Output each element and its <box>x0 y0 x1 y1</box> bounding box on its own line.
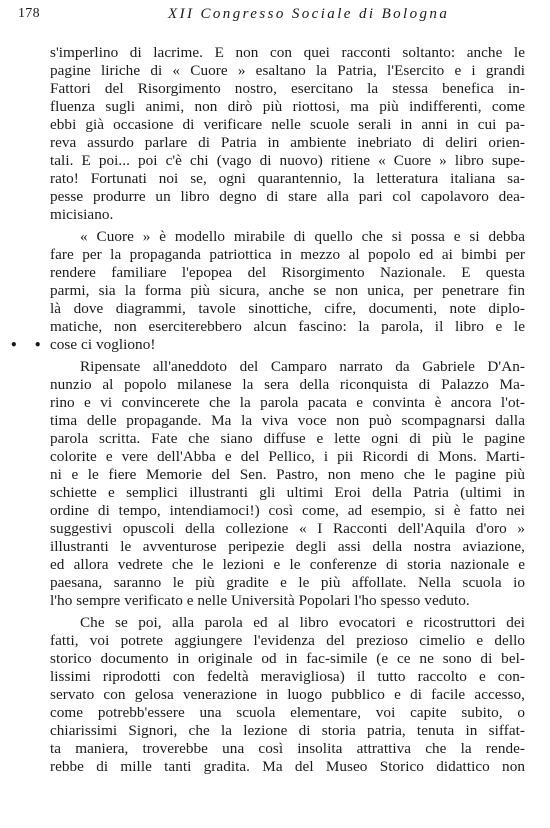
text-line: « Cuore » è modello mirabile di quello che si possa e si debba <box>80 228 525 245</box>
text-line: tima delle propagande. Ma la viva voce non può scompagnarsi dalla <box>50 412 525 429</box>
text-line: nunzio al popolo milanese la sera della riconquista di Palazzo Ma- <box>50 376 525 393</box>
text-line: rato! Fortunati noi se, ogni quarantennio, la letteratura italiana sa- <box>50 170 525 187</box>
text-line: matiche, non eserciterebbero alcun fascino: la parola, il libro e le <box>50 318 525 335</box>
text-line: come potrebb'essere una scuola elementare, voi capite subito, o <box>50 704 525 721</box>
text-line: micisiano. <box>50 206 114 223</box>
text-line: schiette e semplici illustranti gli ultimi Eroi della Patria (ultimi in <box>50 484 525 501</box>
text-line: ordine di tempo, intendiamoci!) così come, ad esempio, si è fatto nei <box>50 502 525 519</box>
running-title: XII Congresso Sociale di Bologna <box>168 6 450 22</box>
text-line: lissimi riprodotti con fedeltà meravigliosa) il tutto raccolto e con- <box>50 668 525 685</box>
text-line: servato con gelosa venerazione in luogo pubblico e di facile accesso, <box>50 686 525 703</box>
margin-mark: • • <box>10 338 48 352</box>
text-line: là dove diagrammi, tavole sinottiche, cifre, documenti, note diplo- <box>50 300 525 317</box>
text-line: parmi, sia la forma più sicura, anche se non unica, per penetrare fin <box>50 282 525 299</box>
text-line: illustranti le avventurose peripezie degli assi della nostra aviazione, <box>50 538 525 555</box>
text-line: colorite e vere dell'Abba e del Pellico, i pii Ricordi di Mons. Marti- <box>50 448 525 465</box>
text-line: ni e le fiere Memorie del Sen. Pastro, non meno che le pagine più <box>50 466 525 483</box>
text-line: rendere familiare l'epopea del Risorgimento Nazionale. E questa <box>50 264 525 281</box>
text-line: parola scritta. Fate che siano diffuse e lette ogni di più le pagine <box>50 430 525 447</box>
text-line: fare per la propaganda patriottica in mezzo al popolo ed ai bimbi per <box>50 246 525 263</box>
text-line: ed allora vedrete che le lezioni e le conferenze di storia nazionale e <box>50 556 525 573</box>
text-line: l'ho sempre verificato e nelle Università Popolari l'ho spesso veduto. <box>50 592 470 609</box>
text-line: cose ci vogliono! <box>50 336 156 353</box>
text-line: fatti, voi potrete aggiungere l'evidenza del prezioso cimelio e dello <box>50 632 525 649</box>
text-line: storico documento in originale od in fac-simile (e ce ne sono di bel- <box>50 650 525 667</box>
text-line: pesse produrre un libro degno di stare alla pari col capolavoro dea- <box>50 188 525 205</box>
text-line: ebbi già occasione di verificare nelle scuole serali in anni in cui pa- <box>50 116 525 133</box>
text-line: rebbe di mille tanti gradita. Ma del Museo Storico didattico non <box>50 758 525 775</box>
text-line: suggestivi opuscoli della collezione « I Racconti dell'Aquila d'oro » <box>50 520 525 537</box>
text-line: rino e vi convincerete che la parola pacata e convinta è ancora l'ot- <box>50 394 525 411</box>
page-number: 178 <box>18 6 40 21</box>
text-line: pagine liriche di « Cuore » esaltano la Patria, l'Esercito e i grandi <box>50 62 525 79</box>
text-line: fluenza sugli animi, non dirò più riottosi, ma più indifferenti, come <box>50 98 525 115</box>
text-line: s'imperlino di lacrime. E non con quei racconti soltanto: anche le <box>50 44 525 61</box>
text-line: chiarissimi Signori, che la lezione di storia patria, tenuta in siffat- <box>50 722 525 739</box>
text-line: Che se poi, alla parola ed al libro evocatori e ricostruttori dei <box>80 614 525 631</box>
text-line: Ripensate all'aneddoto del Camparo narrato da Gabriele D'An- <box>80 358 525 375</box>
text-line: reva assurdo parlare di Patria in ambiente inebriato di deliri orien- <box>50 134 525 151</box>
text-line: paesana, saranno le più gradite e le più affollate. Nella scuola io <box>50 574 525 591</box>
text-line: tali. E poi... poi c'è chi (vago di nuovo) ritiene « Cuore » libro supe- <box>50 152 525 169</box>
page-header <box>18 6 528 26</box>
text-line: Fattori del Risorgimento nostro, esercitano la stessa benefica in- <box>50 80 525 97</box>
text-line: ta maniera, troverebbe una così insolita attrattiva che la rende- <box>50 740 525 757</box>
